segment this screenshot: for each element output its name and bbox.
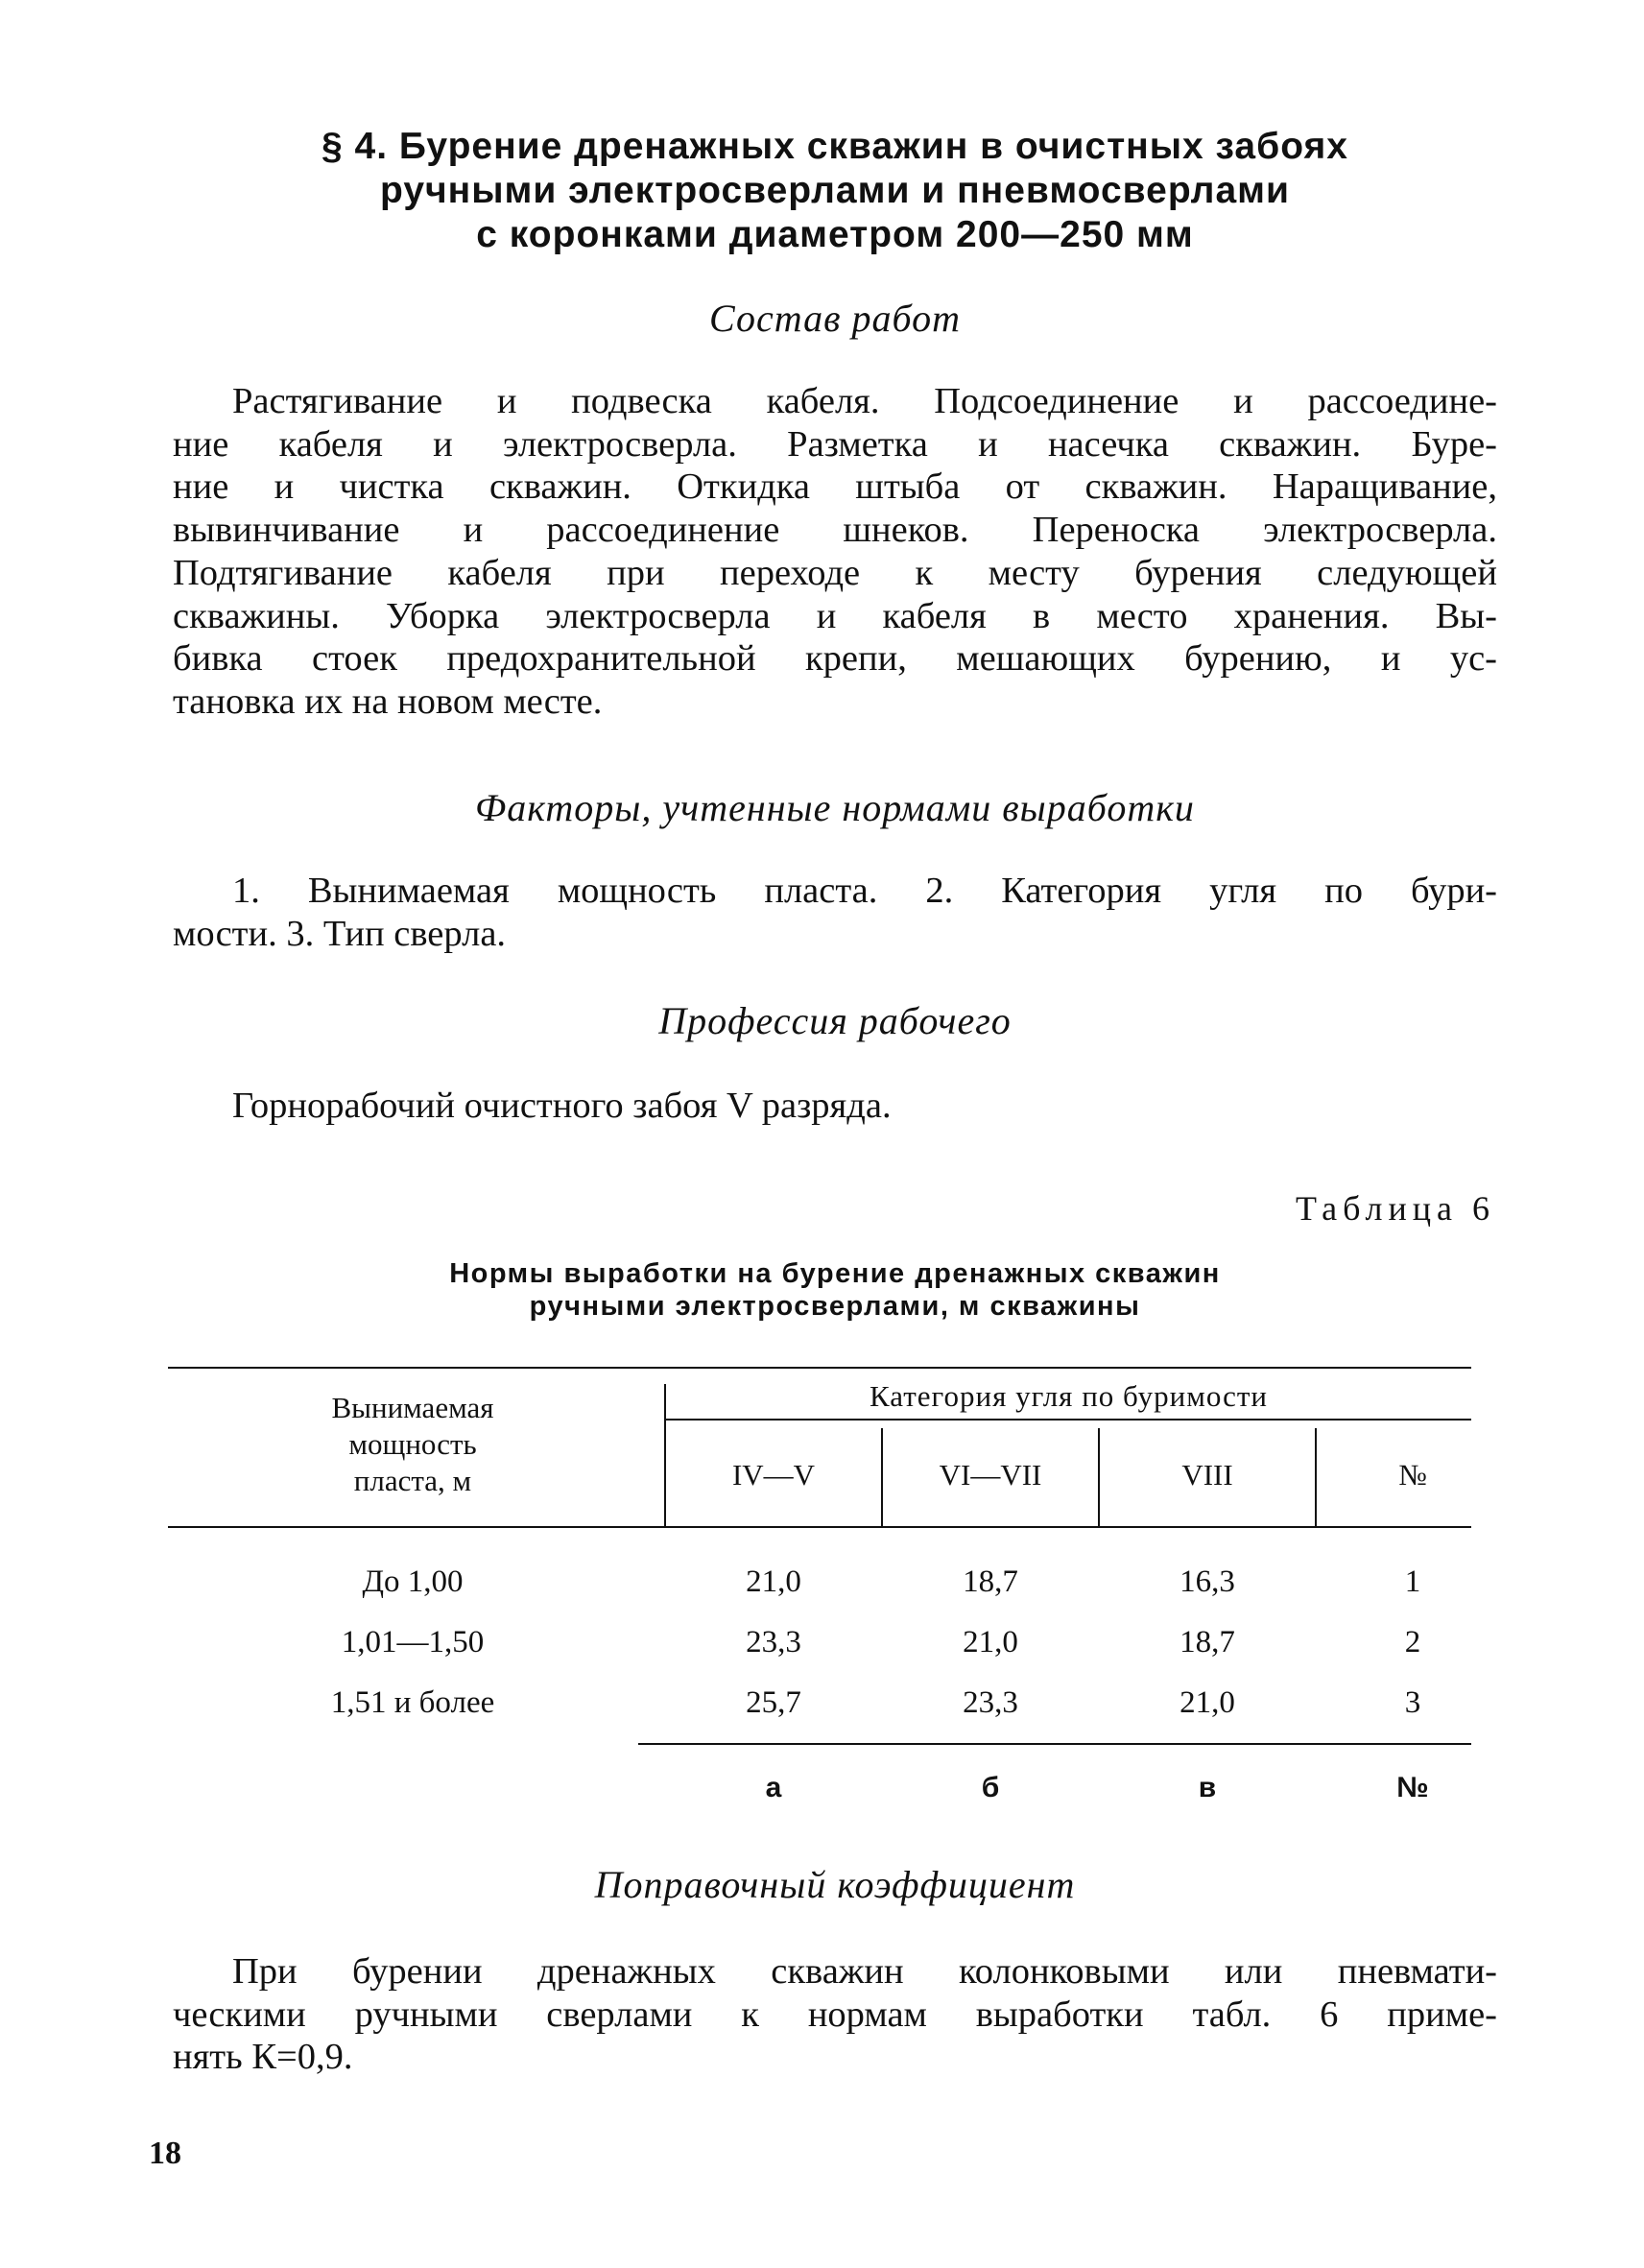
column-header: № [1398,1458,1427,1492]
table-cell: 21,0 [963,1625,1018,1659]
row-header-line: мощность [348,1427,477,1461]
table-cell: 23,3 [746,1625,801,1659]
table-cell: 21,0 [1179,1685,1235,1720]
column-header: VI—VII [939,1458,1042,1492]
table-cell: 25,7 [746,1685,801,1720]
section-title-line: ручными электросверлами и пневмосверлами [380,170,1290,211]
table-cell: 18,7 [963,1564,1018,1599]
column-header: IV—V [731,1458,816,1492]
text-line: ческими ручными сверлами к нормам выработки табл. 6 приме- [173,1993,1497,2035]
text-line: скважины. Уборка электросверла и кабеля в место хранения. Вы- [173,595,1497,636]
row-label: 1,51 и более [330,1685,495,1720]
profession-text [173,1085,1497,1128]
row-number: 3 [1404,1685,1421,1720]
text-line: вывинчивание и рассоединение шнеков. Переноска электросверла. [173,510,1497,551]
row-label: До 1,00 [362,1564,464,1599]
correction-text [173,1950,1497,2079]
column-letter: б [981,1772,1000,1803]
section-title-line: § 4. Бурение дренажных скважин в очистных забоях [322,126,1348,167]
column-letter: в [1198,1772,1217,1803]
text-line: 1. Вынимаемая мощность пласта. 2. Категория угля по бури- [232,871,1497,911]
work-composition-text [173,380,1497,724]
section-title [173,125,1497,257]
text-line: Горнорабочий очистного забоя V разряда. [232,1086,892,1126]
text-line: При бурении дренажных скважин колонковыми или пневмати- [232,1951,1497,1992]
correction-heading: Поправочный коэффициент [594,1863,1076,1906]
text-line: Растягивание и подвеска кабеля. Подсоединение и рассоедине- [232,381,1497,421]
row-header [173,1390,653,1499]
row-number: 1 [1404,1564,1421,1599]
table-cell: 16,3 [1179,1564,1235,1599]
table-group-rule [666,1419,1471,1420]
table-title-line: ручными электросверлами, м скважины [529,1291,1141,1322]
table-header-rule [168,1526,1471,1528]
section-title-line: с коронками диаметром 200—250 мм [476,214,1194,255]
text-line: тановка их на новом месте. [173,680,603,722]
table-title-line: Нормы выработки на бурение дренажных скважин [449,1258,1221,1289]
table-top-rule [168,1367,1471,1369]
table-cell: 21,0 [746,1564,801,1599]
text-line: ние кабеля и электросверла. Разметка и насечка скважин. Буре- [173,423,1497,465]
factors-heading: Факторы, учтенные нормами выработки [475,786,1195,829]
text-line: бивка стоек предохранительной крепи, мешающих бурению, и ус- [173,638,1497,680]
text-line: Подтягивание кабеля при переходе к месту бурения следующей [173,552,1497,593]
group-header: Категория угля по буримости [870,1379,1268,1413]
row-header-line: пласта, м [353,1464,472,1497]
row-label: 1,01—1,50 [341,1625,485,1659]
column-letter: а [765,1772,782,1803]
page-number: 18 [149,2136,181,2171]
work-composition-heading: Состав работ [709,297,961,340]
factors-text [173,870,1497,955]
table-cell: 18,7 [1179,1625,1235,1659]
text-line: ние и чистка скважин. Откидка штыба от скважин. Наращивание, [173,466,1497,508]
text-line: нять К=0,9. [173,2037,353,2078]
profession-heading: Профессия рабочего [658,999,1012,1042]
column-header: VIII [1181,1458,1233,1492]
column-letter: № [1396,1772,1429,1803]
text-line: мости. 3. Тип сверла. [173,913,507,954]
row-number: 2 [1404,1625,1421,1659]
table-cell: 23,3 [963,1685,1018,1720]
row-header-line: Вынимаемая [331,1391,494,1424]
table-bottom-rule [638,1743,1471,1745]
table-title [173,1257,1497,1323]
table-label: Таблица 6 [1296,1189,1495,1228]
